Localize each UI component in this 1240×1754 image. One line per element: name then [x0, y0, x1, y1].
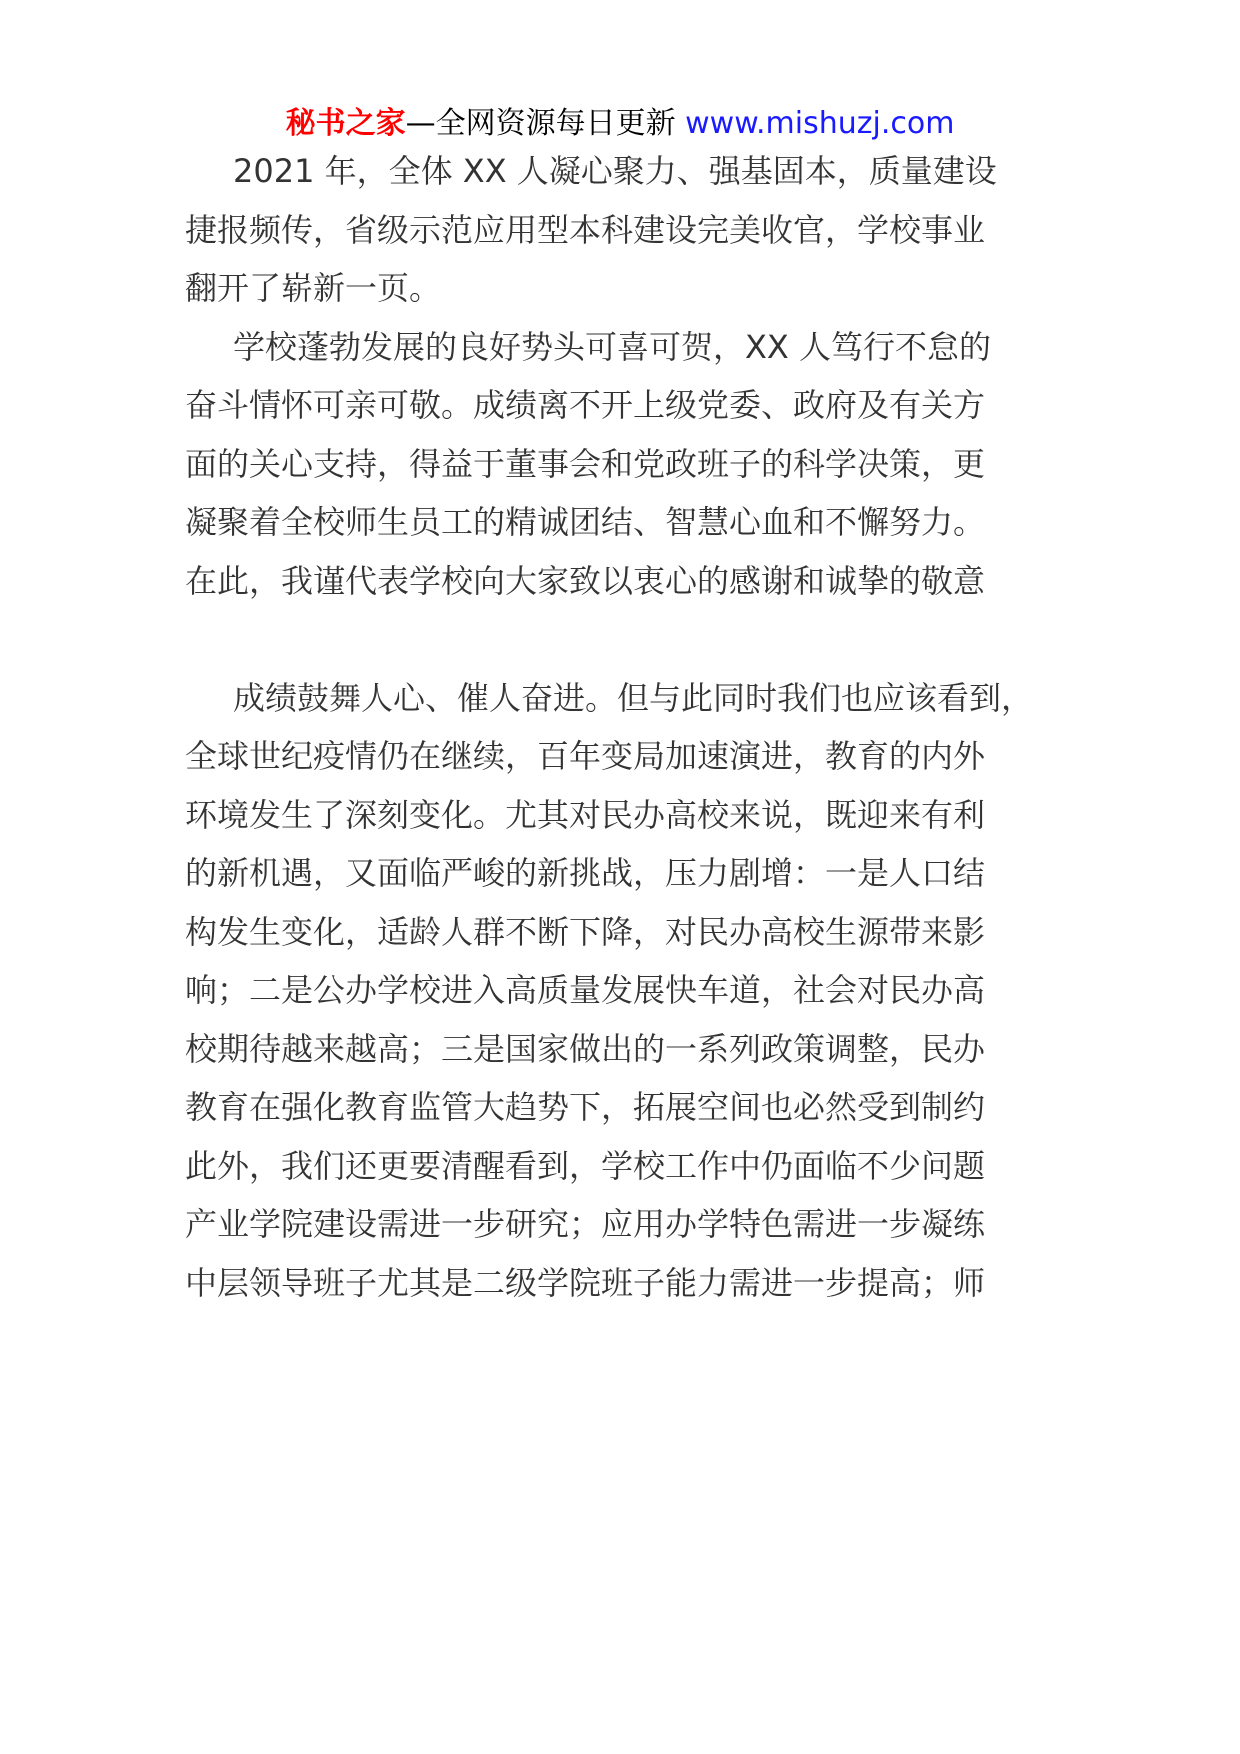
text-line: 环境发生了深刻变化。尤其对民办高校来说，既迎来有利	[185, 796, 986, 834]
header-tagline: —全网资源每日更新	[405, 106, 676, 141]
text-line: 的新机遇，又面临严峻的新挑战，压力剧增：一是人口结	[185, 854, 986, 892]
text-line: 构发生变化，适龄人群不断下降，对民办高校生源带来影	[185, 913, 986, 951]
text-line: 产业学院建设需进一步研究；应用办学特色需进一步凝练	[185, 1205, 986, 1243]
page-header	[0, 100, 1240, 148]
text-line: 在此，我谨代表学校向大家致以衷心的感谢和诚挚的敬意	[185, 562, 986, 600]
text-line: 奋斗情怀可亲可敬。成绩离不开上级党委、政府及有关方	[185, 386, 986, 424]
text-line: 响；二是公办学校进入高质量发展快车道，社会对民办高	[185, 971, 986, 1009]
text-line: 中层领导班子尤其是二级学院班子能力需进一步提高；师	[185, 1264, 986, 1302]
text-line: 凝聚着全校师生员工的精诚团结、智慧心血和不懈努力。	[185, 503, 986, 541]
text-line: 教育在强化教育监管大趋势下，拓展空间也必然受到制约	[185, 1088, 986, 1126]
text-line: 2021 年，全体 XX 人凝心聚力、强基固本，质量建设	[233, 152, 997, 190]
text-line: 成绩鼓舞人心、催人奋进。但与此同时我们也应该看到，	[233, 679, 1034, 717]
text-line: 全球世纪疫情仍在继续，百年变局加速演进，教育的内外	[185, 737, 986, 775]
text-line: 此外，我们还更要清醒看到，学校工作中仍面临不少问题	[185, 1147, 986, 1185]
text-line: 捷报频传，省级示范应用型本科建设完美收官，学校事业	[185, 211, 986, 249]
brand-name: 秘书之家	[285, 106, 406, 141]
text-line: 校期待越来越高；三是国家做出的一系列政策调整，民办	[185, 1030, 986, 1068]
text-line: 面的关心支持，得益于董事会和党政班子的科学决策，更	[185, 445, 986, 483]
site-url[interactable]: www.mishuzj.com	[685, 106, 955, 141]
text-line: 翻开了崭新一页。	[185, 269, 442, 307]
text-line: 学校蓬勃发展的良好势头可喜可贺，XX 人笃行不怠的	[233, 328, 992, 366]
